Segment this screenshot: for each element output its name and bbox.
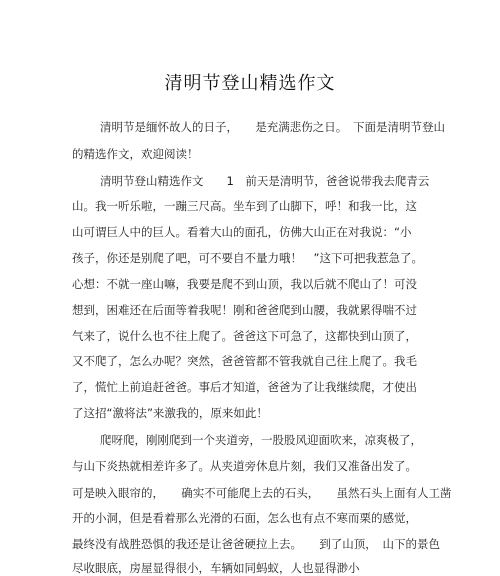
paragraph-line: 清明节登山精选作文 1 前天是清明节，爸爸说带我去爬青云 — [100, 174, 430, 188]
paragraph-line: 可是映入眼帘的， 确实不可能爬上去的石头， 虽然石头上面有人工凿 — [72, 486, 452, 500]
paragraph-line: 气来了，说什么也不往上爬了。爸爸这下可急了，这都快到山顶了， — [72, 329, 417, 343]
paragraph-line: 山。我一听乐啦，一蹦三尺高。坐车到了山脚下，呼！和我一比，这 — [72, 199, 417, 213]
paragraph-line: 与山下炎热就相差许多了。从夹道旁休息片刻，我们又准备出发了。 — [72, 459, 417, 473]
paragraph-line: 开的小洞，但是看着那么光滑的石面，怎么也有点不寒而栗的感觉， — [72, 511, 417, 525]
paragraph-line: 孩子，你还是别爬了吧，可不要自不量力哦！ ”这下可把我惹急了。 — [72, 251, 423, 265]
document-title: 清明节登山精选作文 — [164, 73, 336, 94]
paragraph-line: 最终没有战胜恐惧的我还是让爸爸硬拉上去。 到了山顶， 山下的景色 — [72, 537, 440, 551]
paragraph-line: 尽收眼底，房屋显得很小，车辆如同蚂蚁，人也显得渺小 — [72, 561, 360, 575]
paragraph-line: 了，慌忙上前追赶爸爸。事后才知道，爸爸为了让我继续爬，才使出 — [72, 380, 417, 394]
paragraph-line: 的精选作文，欢迎阅读！ — [72, 147, 199, 161]
paragraph-line: 心想：不就一座山嘛，我要是爬不到山顶，我以后就不爬山了！可没 — [72, 277, 417, 291]
paragraph-line: 又不爬了，怎么办呢？突然，爸爸管都不管我就自己往上爬了。我毛 — [72, 354, 417, 368]
paragraph-line: 山可谓巨人中的巨人。看着大山的面孔，仿佛大山正在对我说：“小 — [72, 225, 412, 239]
paragraph-line: 爬呀爬，刚刚爬到一个夹道旁，一股股风迎面吹来，凉爽极了， — [100, 433, 422, 447]
paragraph-line: 清明节是缅怀故人的日子， 是充满悲伤之日。 下面是清明节登山 — [100, 120, 445, 134]
paragraph-line: 了这招“激将法”来激我的，原来如此！ — [72, 406, 268, 420]
paragraph-line: 想到，困难还在后面等着我呢！刚和爸爸爬到山腰，我就累得喘不过 — [72, 303, 417, 317]
